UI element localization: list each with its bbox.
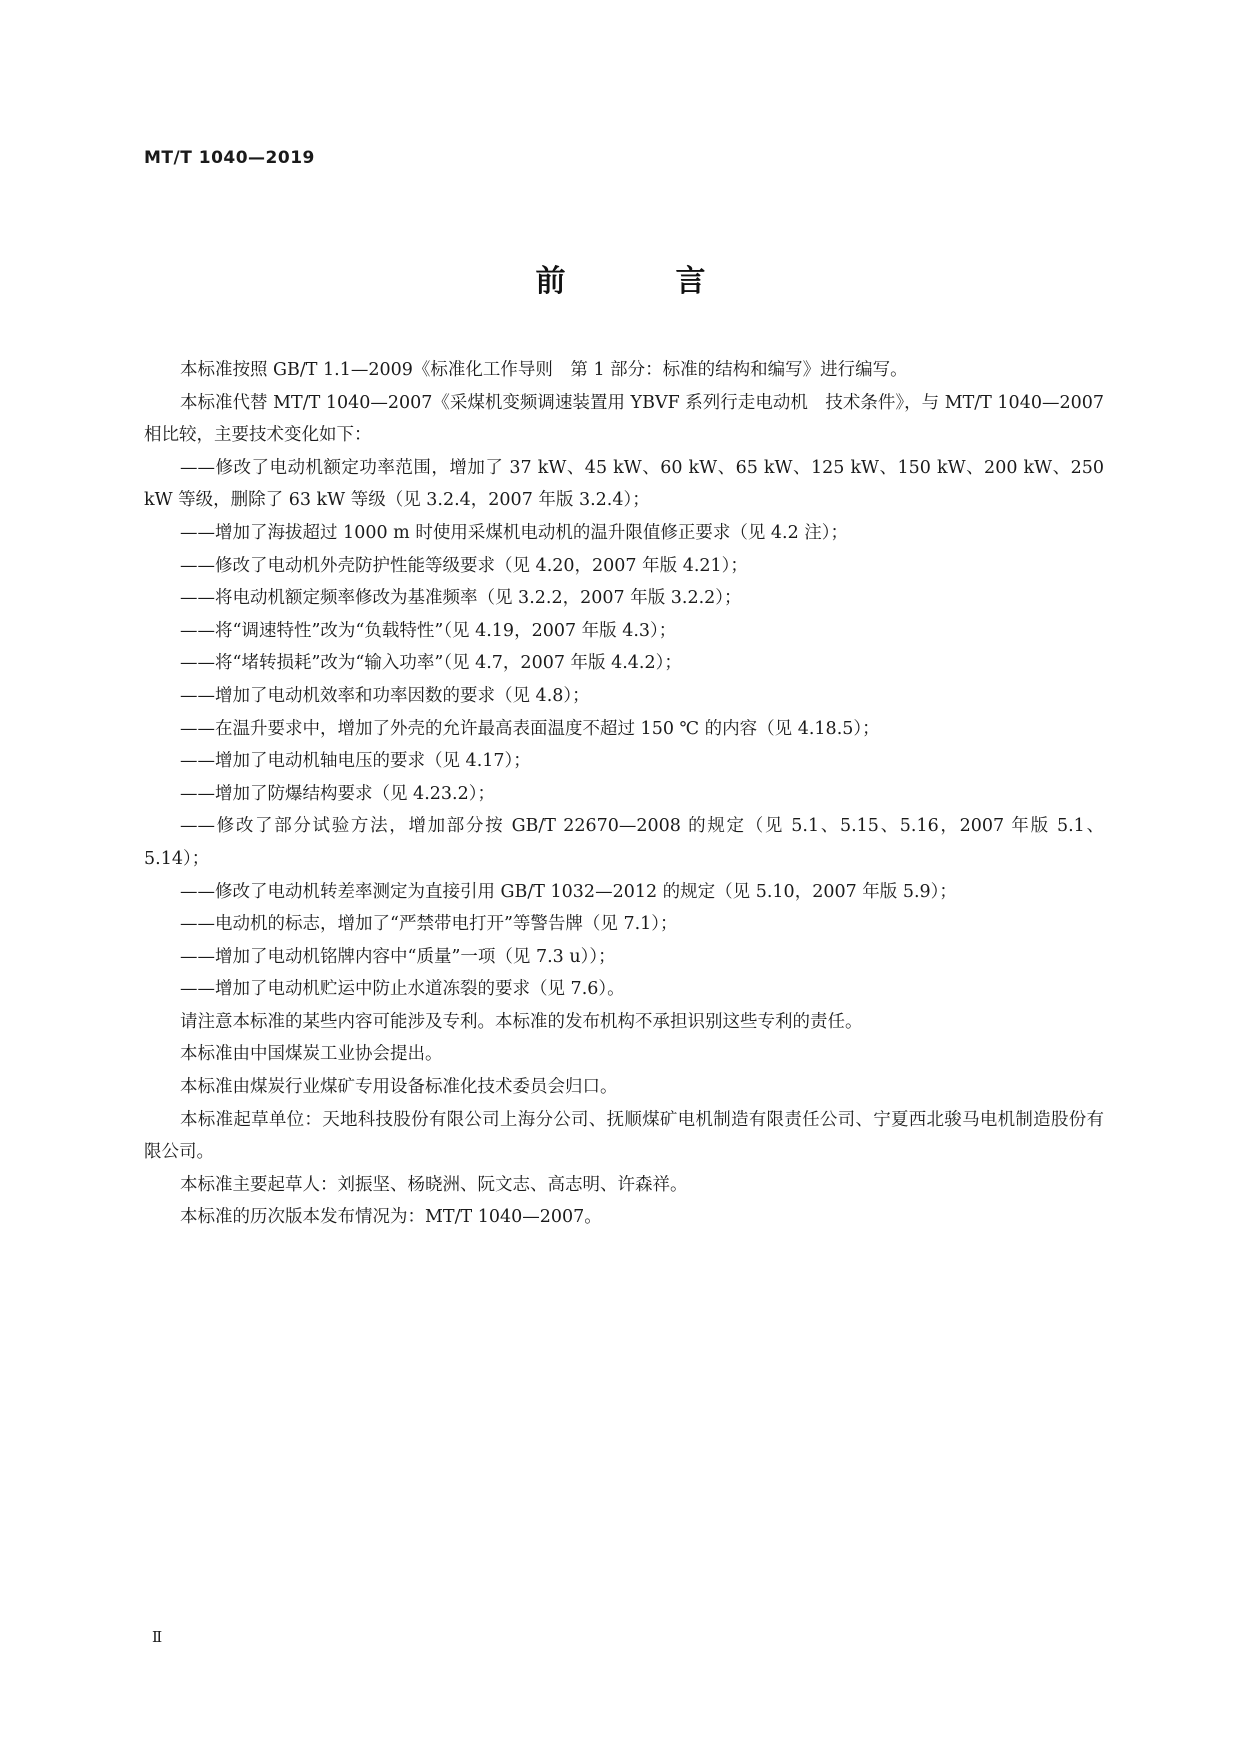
page-number: Ⅱ xyxy=(152,1628,163,1646)
change-item: ——增加了电动机贮运中防止水道冻裂的要求（见 7.6）。 xyxy=(180,979,625,1000)
change-item: ——修改了电动机转差率测定为直接引用 GB/T 1032—2012 的规定（见 5.10，2007 年版 5.9）； xyxy=(180,881,957,902)
page-title: 前 言 xyxy=(535,264,746,299)
change-item: ——将“堵转损耗”改为“输入功率”（见 4.7，2007 年版 4.4.2）； xyxy=(180,653,682,674)
change-item: ——增加了电动机轴电压的要求（见 4.17）； xyxy=(180,751,531,772)
intro-paragraph: 本标准代替 MT/T 1040—2007《采煤机变频调速装置用 YBVF 系列行走电动机 技术条件》，与 MT/T 1040—2007 相比较，主要技术变化如下： xyxy=(144,392,1104,446)
version-history: 本标准的历次版本发布情况为：MT/T 1040—2007。 xyxy=(180,1207,602,1228)
change-item: ——在温升要求中，增加了外壳的允许最高表面温度不超过 150 ℃ 的内容（见 4.18.5）； xyxy=(180,718,880,739)
standard-code-header xyxy=(144,148,315,168)
change-item: ——修改了部分试验方法，增加部分按 GB/T 22670—2008 的规定（见 5.1、5.15、5.16，2007 年版 5.1、5.14）； xyxy=(144,816,1104,869)
committee-statement: 本标准由煤炭行业煤矿专用设备标准化技术委员会归口。 xyxy=(180,1077,618,1098)
change-item: ——将“调速特性”改为“负载特性”（见 4.19，2007 年版 4.3）； xyxy=(180,620,677,641)
drafters: 本标准主要起草人：刘振坚、杨晓洲、阮文志、高志明、许森祥。 xyxy=(180,1174,688,1195)
change-item: ——电动机的标志，增加了“严禁带电打开”等警告牌（见 7.1）； xyxy=(180,914,678,935)
patent-notice: 请注意本标准的某些内容可能涉及专利。本标准的发布机构不承担识别这些专利的责任。 xyxy=(180,1011,863,1032)
proposer-statement: 本标准由中国煤炭工业协会提出。 xyxy=(180,1044,443,1065)
change-item: ——增加了电动机效率和功率因数的要求（见 4.8）； xyxy=(180,685,590,706)
change-item: ——增加了电动机铭牌内容中“质量”一项（见 7.3 u））； xyxy=(180,946,616,967)
change-item: ——增加了海拔超过 1000 m 时使用采煤机电动机的温升限值修正要求（见 4.2 注）； xyxy=(180,522,849,543)
foreword-body xyxy=(144,354,1104,1234)
intro-paragraph: 本标准按照 GB/T 1.1—2009《标准化工作导则 第 1 部分：标准的结构和编写》进行编写。 xyxy=(180,360,908,380)
standard-code: MT/T 1040—2019 xyxy=(144,148,315,168)
change-item: ——修改了电动机外壳防护性能等级要求（见 4.20，2007 年版 4.21）； xyxy=(180,555,748,576)
change-item: ——将电动机额定频率修改为基准频率（见 3.2.2，2007 年版 3.2.2）； xyxy=(180,588,742,609)
drafting-units: 本标准起草单位：天地科技股份有限公司上海分公司、抚顺煤矿电机制造有限责任公司、宁夏西北骏马电机制造股份有限公司。 xyxy=(144,1109,1104,1163)
change-item: ——增加了防爆结构要求（见 4.23.2）； xyxy=(180,783,495,804)
change-item: ——修改了电动机额定功率范围，增加了 37 kW、45 kW、60 kW、65 kW、125 kW、150 kW、200 kW、250 kW 等级，删除了 63 kW 等级（见 3.2.4，2007 年版 3.2.4）； xyxy=(144,457,1104,511)
